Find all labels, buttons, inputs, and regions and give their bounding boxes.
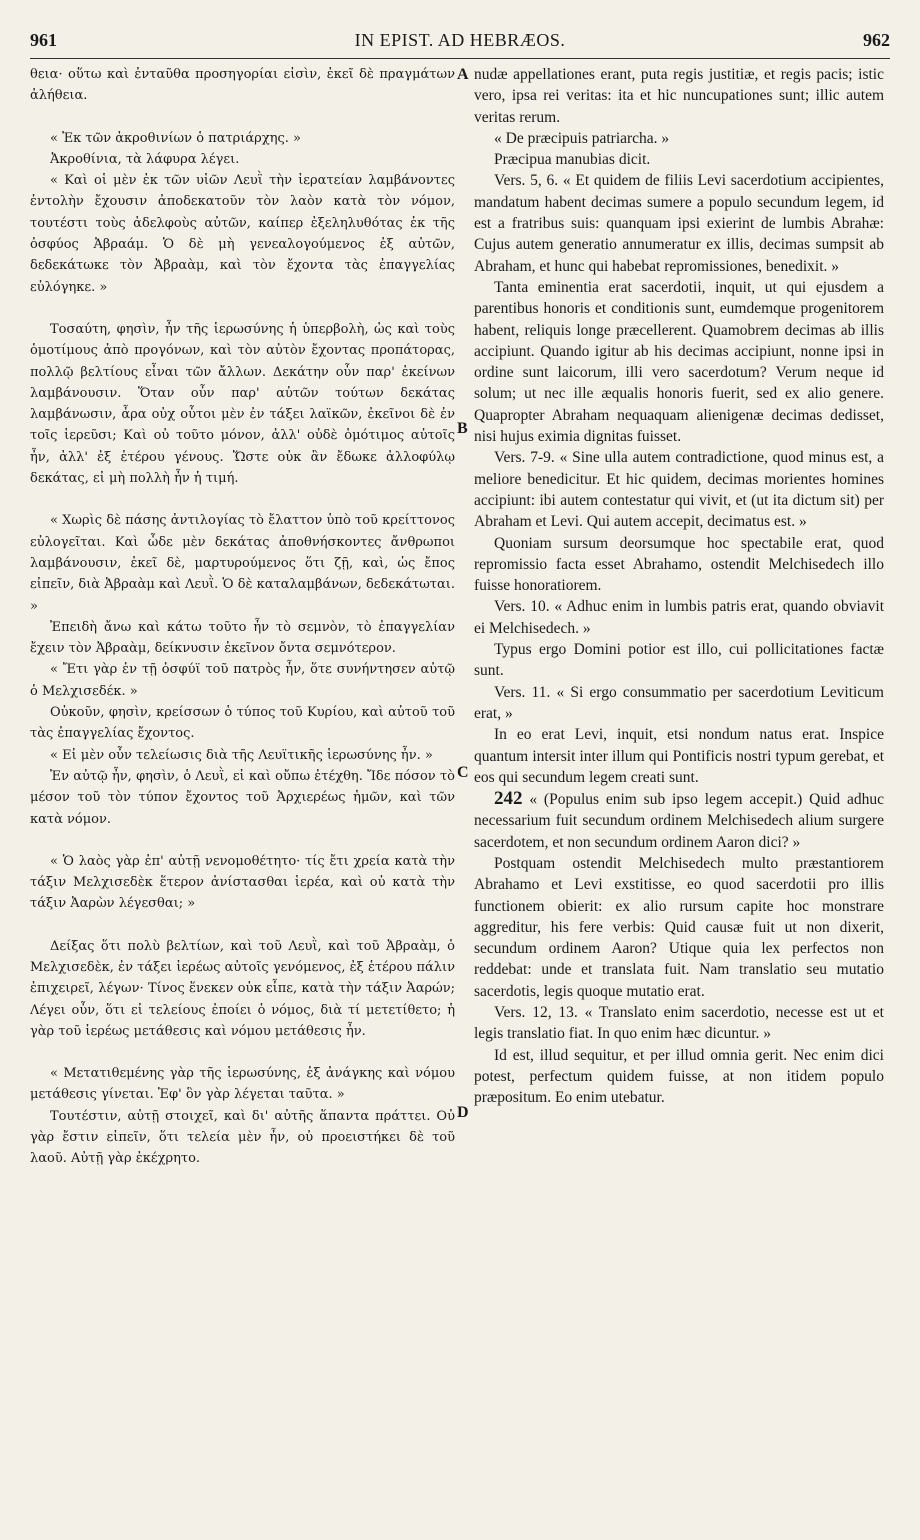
latin-paragraph: Id est, illud sequitur, et per illud omnia gerit. Nec enim dici potest, perfectum quidem fuisse, at non itidem populo præpositum. Eo enim utebatur. (474, 1046, 884, 1107)
margin-marker-a: A (457, 66, 469, 83)
header-rule (30, 58, 890, 59)
greek-paragraph: Τοσαύτη, φησὶν, ἦν τῆς ἱερωσύνης ἡ ὑπερβολὴ, ὡς καὶ τοὺς ὁμοτίμους ἀπὸ προγόνων, καὶ τὸν αὐτὸν ἔχοντας προπάτορας, πολλῷ βελτίους εἶναι τῶν ἄλλων. Δεκάτην οὖν παρ' ἐκείνων λαμβάνουσιν. Ὅταν οὖν παρ' αὐτῶν τούτων δεκάτας λαμβάνωσιν, ἆρα οὐχ οὗτοι μὲν ἐν τάξει λαϊκῶν, ἐκεῖνοι δὲ ἐν τοῖς ἱερεῦσι; Καὶ οὐ τοῦτο μόνον, ἀλλ' οὐδὲ ὁμότιμος αὐτοῖς ἦν, ἀλλ' ἐξ ἑτέρου γένους. Ὥστε οὐκ ἂν ἔδωκε ἀλλοφύλῳ δεκάτας, εἰ μὴ πολλὴ ἦν ἡ τιμή. (30, 321, 455, 487)
greek-paragraph: Ἐν αὐτῷ ἦν, φησὶν, ὁ Λευῒ, εἰ καὶ οὔπω ἐτέχθη. Ἴδε πόσον τὸ μέσον τοῦ τὸν τύπον ἔχοντος τοῦ Ἀρχιερέως ἡμῶν, καὶ τῶν κατὰ νόμον. (30, 768, 455, 827)
running-title: IN EPIST. AD HEBRÆOS. (354, 30, 566, 50)
margin-marker-d: D (457, 1104, 469, 1121)
latin-paragraph: Typus ergo Domini potior est illo, cui pollicitationes factæ sunt. (474, 641, 884, 680)
latin-paragraph: Vers. 5, 6. « Et quidem de filiis Levi sacerdotium accipientes, mandatum habent decimas sumere a populo secundum legem, id est a fratribus suis: quanquam ipsi exierint de lumbis Abrahæ: Cujus autem generatio annumeratur ex illis, decimas sumpsit ab Abraham, et hunc qui habebat repromissiones, benedixit. » (474, 172, 884, 275)
greek-paragraph: Ἐπειδὴ ἄνω καὶ κάτω τοῦτο ἦν τὸ σεμνὸν, τὸ ἐπαγγελίαν ἔχειν τὸν Ἀβραὰμ, δείκνυσιν ἐκεῖνον ὄντα σεμνότερον. (30, 619, 455, 657)
latin-paragraph: Vers. 12, 13. « Translato enim sacerdotio, necesse est ut et legis translatio fiat. In quo enim hæc dicuntur. » (474, 1004, 884, 1043)
latin-paragraph: nudæ appellationes erant, puta regis justitiæ, et regis pacis; istic vero, ipsa rei veritas: ita et hic nuncupationes sunt; illic autem veritas rerum. (474, 66, 884, 126)
greek-paragraph: « Καὶ οἱ μὲν ἐκ τῶν υἱῶν Λευῒ τὴν ἱερατείαν λαμβάνοντες ἐντολὴν ἔχουσιν ἀποδεκατοῦν τὸν λαὸν κατὰ τὸν νόμον, τουτέστι τοὺς ἀδελφοὺς αὐτῶν, καίπερ ἐξεληλυθότας ἐκ τῆς ὀσφύος Ἀβραάμ. Ὁ δὲ μὴ γενεαλογούμενος ἐξ αὐτῶν, δεδεκάτωκε τὸν Ἀβραὰμ, καὶ τὸν ἔχοντα τὰς ἐπαγγελίας εὐλόγηκε. » (30, 173, 455, 295)
greek-paragraph: θεια· οὕτω καὶ ἐνταῦθα προσηγορίαι εἰσὶν, ἐκεῖ δὲ πραγμάτων ἀλήθεια. (30, 67, 455, 104)
greek-paragraph: « Ὁ λαὸς γὰρ ἐπ' αὐτῇ νενομοθέτητο· τίς ἔτι χρεία κατὰ τὴν τάξιν Μελχισεδὲκ ἕτερον ἀνίστασθαι ἱερέα, καὶ οὐ κατὰ τὴν τάξιν Ἀαρὼν λέγεσθαι; » (30, 853, 455, 912)
greek-paragraph: « Χωρὶς δὲ πάσης ἀντιλογίας τὸ ἔλαττον ὑπὸ τοῦ κρείττονος εὐλογεῖται. Καὶ ὧδε μὲν δεκάτας ἀποθνήσκοντες ἄνθρωποι λαμβάνουσιν, ἐκεῖ δὲ, μαρτυρούμενος ὅτι ζῇ, καὶ, ὡς ἔπος εἰπεῖν, διὰ Ἀβραὰμ καὶ Λευῒ. Ὁ δὲ καταλαμβάνων, δεδεκάτωται. » (30, 513, 455, 614)
latin-paragraph: Vers. 10. « Adhuc enim in lumbis patris erat, quando obviavit ei Melchisedech. » (474, 598, 884, 637)
greek-paragraph: Οὐκοῦν, φησὶν, κρείσσων ὁ τύπος τοῦ Κυρίου, καὶ αὐτοῦ τοῦ τὰς ἐπαγγελίας ἔχοντος. (30, 705, 455, 742)
latin-paragraph: Quoniam sursum deorsumque hoc spectabile erat, quod repromissio facta esset Abrahamo, ostendit Melchisedech illo fuisse honoratiorem. (474, 534, 884, 595)
latin-column (474, 64, 884, 1109)
page-header (30, 30, 890, 60)
greek-paragraph: « Ἐκ τῶν ἀκροθινίων ὁ πατριάρχης. » (50, 130, 301, 146)
latin-paragraph: Vers. 7-9. « Sine ulla autem contradictione, quod minus est, a meliore benedicitur. Et hic quidem, decimas morientes homines accipiunt: ibi autem contestatur qui vivit, et (ut ita dictum sit) per Abraham et Levi. Qui autem accepit, decimatus est. » (474, 449, 884, 531)
latin-paragraph: Tanta eminentia erat sacerdotii, inquit, ut qui ejusdem a parentibus honoris et conditionis sunt, eumdemque progenitorem habent, reliquis longe præcellerent. Quamobrem decimas ab illis accipiunt. Quando igitur ab his decimas accipiunt, nonne ipsi in ordine sunt laicorum, illi vero sacerdotum? Verum neque id solum; ut nec ille æqualis honoris fuerit, sed ex alio genere. Quapropter Abraham nequaquam alienigenæ decimas dedisset, nisi hujus eximia dignitas fuisset. (474, 278, 884, 446)
greek-paragraph: Ἀκροθίνια, τὰ λάφυρα λέγει. (50, 151, 240, 167)
greek-paragraph: « Εἰ μὲν οὖν τελείωσις διὰ τῆς Λευϊτικῆς ἱερωσύνης ἦν. » (50, 747, 433, 763)
greek-column (30, 64, 455, 1170)
greek-paragraph: « Ἔτι γὰρ ἐν τῇ ὀσφύϊ τοῦ πατρὸς ἦν, ὅτε συνήντησεν αὐτῷ ὁ Μελχισεδέκ. » (30, 662, 455, 699)
latin-paragraph: « (Populus enim sub ipso legem accepit.) Quid adhuc necessarium fuit secundum ordinem Melchisedech alium surgere sacerdotem, et non secundum ordinem Aaron dici? » (474, 791, 884, 851)
latin-paragraph: Præcipua manubias dicit. (494, 151, 651, 169)
page-number-right: 962 (863, 30, 890, 50)
column-number: 242 (494, 788, 523, 810)
greek-paragraph: Τουτέστιν, αὐτῇ στοιχεῖ, καὶ δι' αὐτῆς ἅπαντα πράττει. Οὐ γὰρ ἔστιν εἰπεῖν, ὅτι τελεία μὲν ἦν, οὐ προειστήκει δὲ τοῦ λαοῦ. Αὐτῇ γὰρ ἐκέχρητο. (30, 1108, 455, 1167)
latin-paragraph: Vers. 11. « Si ergo consummatio per sacerdotium Leviticum erat, » (474, 683, 884, 722)
latin-paragraph: « De præcipuis patriarcha. » (494, 129, 670, 147)
latin-verse-with-number (474, 788, 884, 853)
latin-paragraph: In eo erat Levi, inquit, etsi nondum natus erat. Inspice quantum intersit inter illum qui Pontificis nostri typum gerebat, et eos qui secundum legem creati sunt. (474, 726, 884, 786)
page-number-left: 961 (30, 30, 57, 50)
margin-marker-c: C (457, 764, 469, 781)
latin-paragraph: Postquam ostendit Melchisedech multo præstantiorem Abrahamo et Levi exstitisse, eo quod sacerdotii pro illis functionem obierit: ex alio rursum capite hoc monstrare aggreditur, his fere verbis: Quid causæ fuit ut non dixerit, secundum ordinem Aaron? Utique quia lex perfectos non reddebat: unde et translata fuit. Nam translatio seu mutatio sacerdotis, legis quoque mutatio erat. (474, 854, 884, 1000)
margin-marker-b: B (457, 420, 468, 437)
greek-paragraph: « Μετατιθεμένης γὰρ τῆς ἱερωσύνης, ἐξ ἀνάγκης καὶ νόμου μετάθεσις γίνεται. Ἐφ' ὃν γὰρ λέγεται ταῦτα. » (30, 1066, 455, 1103)
greek-paragraph: Δείξας ὅτι πολὺ βελτίων, καὶ τοῦ Λευῒ, καὶ τοῦ Ἀβραὰμ, ὁ Μελχισεδὲκ, ἐν τάξει ἱερέως αὐτοῖς γενόμενος, ἐξ ἑτέρου πάλιν ἐπιχειρεῖ, λέγων· Τίνος ἕνεκεν οὐκ εἶπε, κατὰ τὴν τάξιν Ἀαρών; Λέγει οὖν, ὅτι εἰ τελείους ἐποίει ὁ νόμος, διὰ τί μετετίθετο; ἡ γὰρ τοῦ ἱερέως μετάθεσις καὶ νόμου μετάθεσις ἦν. (30, 938, 455, 1039)
